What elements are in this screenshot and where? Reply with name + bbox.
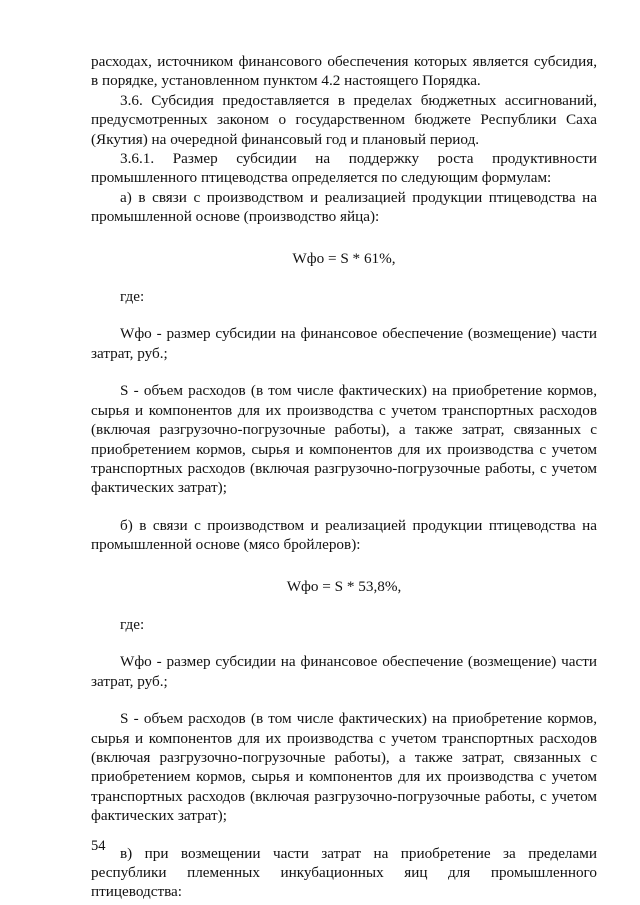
definition-wfo-2: Wфо - размер субсидии на финансовое обеспечение (возмещение) части затрат, руб.; [91,653,597,690]
definition-wfo-1: Wфо - размер субсидии на финансовое обеспечение (возмещение) части затрат, руб.; [91,325,597,362]
formula-eggs: Wфо = S * 61%, [292,249,396,267]
page-number: 54 [91,838,106,854]
paragraph-item-a: а) в связи с производством и реализацией продукции птицеводства на промышленной основе (производство яйца): [91,188,597,226]
paragraph-3-6: 3.6. Субсидия предоставляется в пределах бюджетных ассигнований, предусмотренных законом о государственном бюджете Республики Саха (Якутия) на очередной финансовый год и плановый период. [91,91,597,148]
paragraph-item-b: б) в связи с производством и реализацией продукции птицеводства на промышленной основе (мясо бройлеров): [91,516,597,554]
paragraph-continuation: расходах, источником финансового обеспечения которых является субсидия, в порядке, установленном пунктом 4.2 настоящего Порядка. [91,53,597,90]
paragraph-item-v: в) при возмещении части затрат на приобретение за пределами республики племенных инкубационных яиц для промышленного птицеводства: [91,844,597,901]
definition-s-1: S - объем расходов (в том числе фактических) на приобретение кормов, сырья и компонентов для их производства с учетом транспортных расходов (включая разгрузочно-погрузочные работы), а также затрат, связанных с приобретением кормов, сырья и компонентов для их производства с учетом транспортных расходов (включая разгрузочно-погрузочные работы, с учетом фактических затрат); [91,382,597,497]
document-page [91,52,597,902]
paragraph-3-6-1: 3.6.1. Размер субсидии на поддержку роста продуктивности промышленного птицеводства определяется по следующим формулам: [91,150,597,187]
where-label-1: где: [120,288,145,306]
formula-broilers: Wфо = S * 53,8%, [286,577,402,595]
definition-s-2: S - объем расходов (в том числе фактических) на приобретение кормов, сырья и компонентов для их производства с учетом транспортных расходов (включая разгрузочно-погрузочные работы), а также затрат, связанных с приобретением кормов, сырья и компонентов для их производства с учетом транспортных расходов (включая разгрузочно-погрузочные работы, с учетом фактических затрат); [91,710,597,825]
where-label-2: где: [120,615,145,633]
